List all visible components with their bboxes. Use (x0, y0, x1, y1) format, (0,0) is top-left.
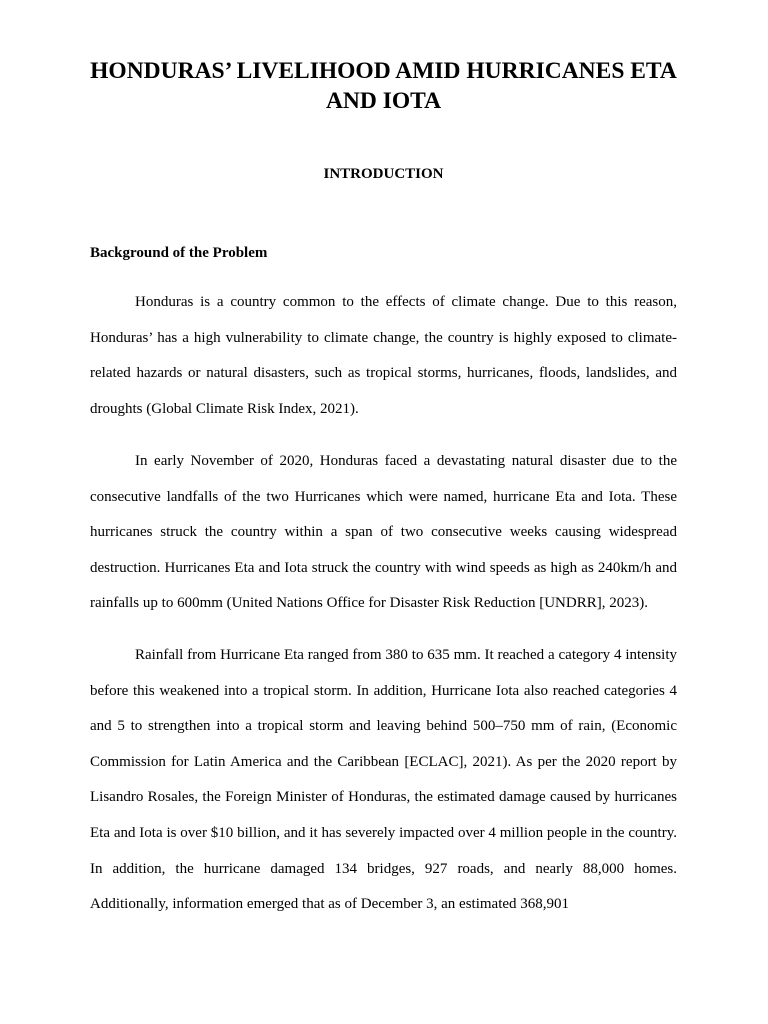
body-paragraph: In early November of 2020, Honduras faced a devastating natural disaster due to the consecutive landfalls of the two Hurricanes which were named, hurricane Eta and Iota. These hurricanes struck the country within a span of two consecutive weeks causing widespread destruction. Hurricanes Eta and Iota struck the country with wind speeds as high as 240km/h and rainfalls up to 600mm (United Nations Office for Disaster Risk Reduction [UNDRR], 2023). (90, 453, 677, 612)
subsection-heading: Background of the Problem (90, 245, 268, 261)
body-paragraph: Honduras is a country common to the effects of climate change. Due to this reason, Honduras’ has a high vulnerability to climate change, the country is highly exposed to climate-related hazards or natural disasters, such as tropical storms, hurricanes, floods, landslides, and droughts (Global Climate Risk Index, 2021). (90, 294, 677, 417)
section-heading: INTRODUCTION (323, 166, 444, 182)
document-title: HONDURAS’ LIVELIHOOD AMID HURRICANES ETA AND IOTA (90, 58, 677, 114)
body-paragraph: Rainfall from Hurricane Eta ranged from 380 to 635 mm. It reached a category 4 intensity before this weakened into a tropical storm. In addition, Hurricane Iota also reached categories 4 and 5 to strengthen into a tropical storm and leaving behind 500–750 mm of rain, (Economic Commission for Latin America and the Caribbean [ECLAC], 2021). As per the 2020 report by Lisandro Rosales, the Foreign Minister of Honduras, the estimated damage caused by hurricanes Eta and Iota is over $10 billion, and it has severely impacted over 4 million people in the country. In addition, the hurricane damaged 134 bridges, 927 roads, and nearly 88,000 homes. Additionally, information emerged that as of December 3, an estimated 368,901 (90, 647, 677, 913)
